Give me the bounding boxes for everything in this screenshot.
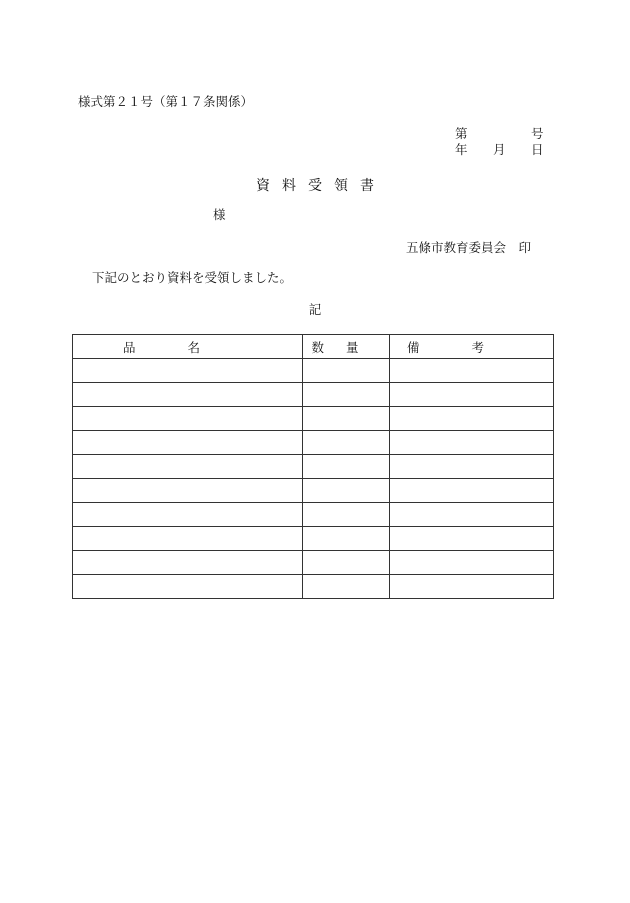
table-row (73, 479, 554, 503)
column-header-quantity: 数量 (303, 335, 390, 359)
cell-item-name (73, 455, 303, 479)
cell-item-name (73, 479, 303, 503)
cell-quantity (303, 359, 390, 383)
cell-remarks (390, 527, 554, 551)
table-row (73, 551, 554, 575)
cell-remarks (390, 551, 554, 575)
date-day-label: 日 (531, 142, 544, 157)
cell-item-name (73, 575, 303, 599)
table-header-row (73, 335, 554, 359)
table-row (73, 359, 554, 383)
column-header-remarks: 備考 (390, 335, 554, 359)
cell-item-name (73, 551, 303, 575)
date-year-label: 年 (455, 142, 468, 157)
items-table (72, 334, 554, 599)
cell-remarks (390, 431, 554, 455)
cell-remarks (390, 575, 554, 599)
cell-item-name (73, 431, 303, 455)
table-row (73, 455, 554, 479)
cell-remarks (390, 359, 554, 383)
cell-item-name (73, 359, 303, 383)
table-row (73, 503, 554, 527)
form-number: 様式第２１号（第１７条関係） (78, 94, 254, 109)
cell-item-name (73, 503, 303, 527)
cell-remarks (390, 503, 554, 527)
cell-item-name (73, 407, 303, 431)
cell-quantity (303, 407, 390, 431)
document-number-label: 第 (455, 126, 468, 141)
cell-item-name (73, 527, 303, 551)
body-text: 下記のとおり資料を受領しました。 (92, 270, 293, 285)
cell-quantity (303, 503, 390, 527)
table-row (73, 383, 554, 407)
cell-remarks (390, 383, 554, 407)
document-number-suffix: 号 (531, 126, 544, 141)
addressee-honorific: 様 (213, 207, 226, 222)
cell-item-name (73, 383, 303, 407)
cell-quantity (303, 383, 390, 407)
cell-remarks (390, 455, 554, 479)
document-title: 資料受領書 (256, 178, 386, 194)
table-row (73, 527, 554, 551)
cell-quantity (303, 575, 390, 599)
table-row (73, 407, 554, 431)
cell-quantity (303, 431, 390, 455)
column-header-item-name: 品名 (73, 335, 303, 359)
date-month-label: 月 (493, 142, 506, 157)
cell-quantity (303, 527, 390, 551)
cell-remarks (390, 479, 554, 503)
table-row (73, 431, 554, 455)
cell-quantity (303, 479, 390, 503)
table-row (73, 575, 554, 599)
cell-quantity (303, 551, 390, 575)
cell-remarks (390, 407, 554, 431)
cell-quantity (303, 455, 390, 479)
issuer-name: 五條市教育委員会 印 (406, 240, 532, 255)
ki-heading: 記 (308, 302, 322, 317)
